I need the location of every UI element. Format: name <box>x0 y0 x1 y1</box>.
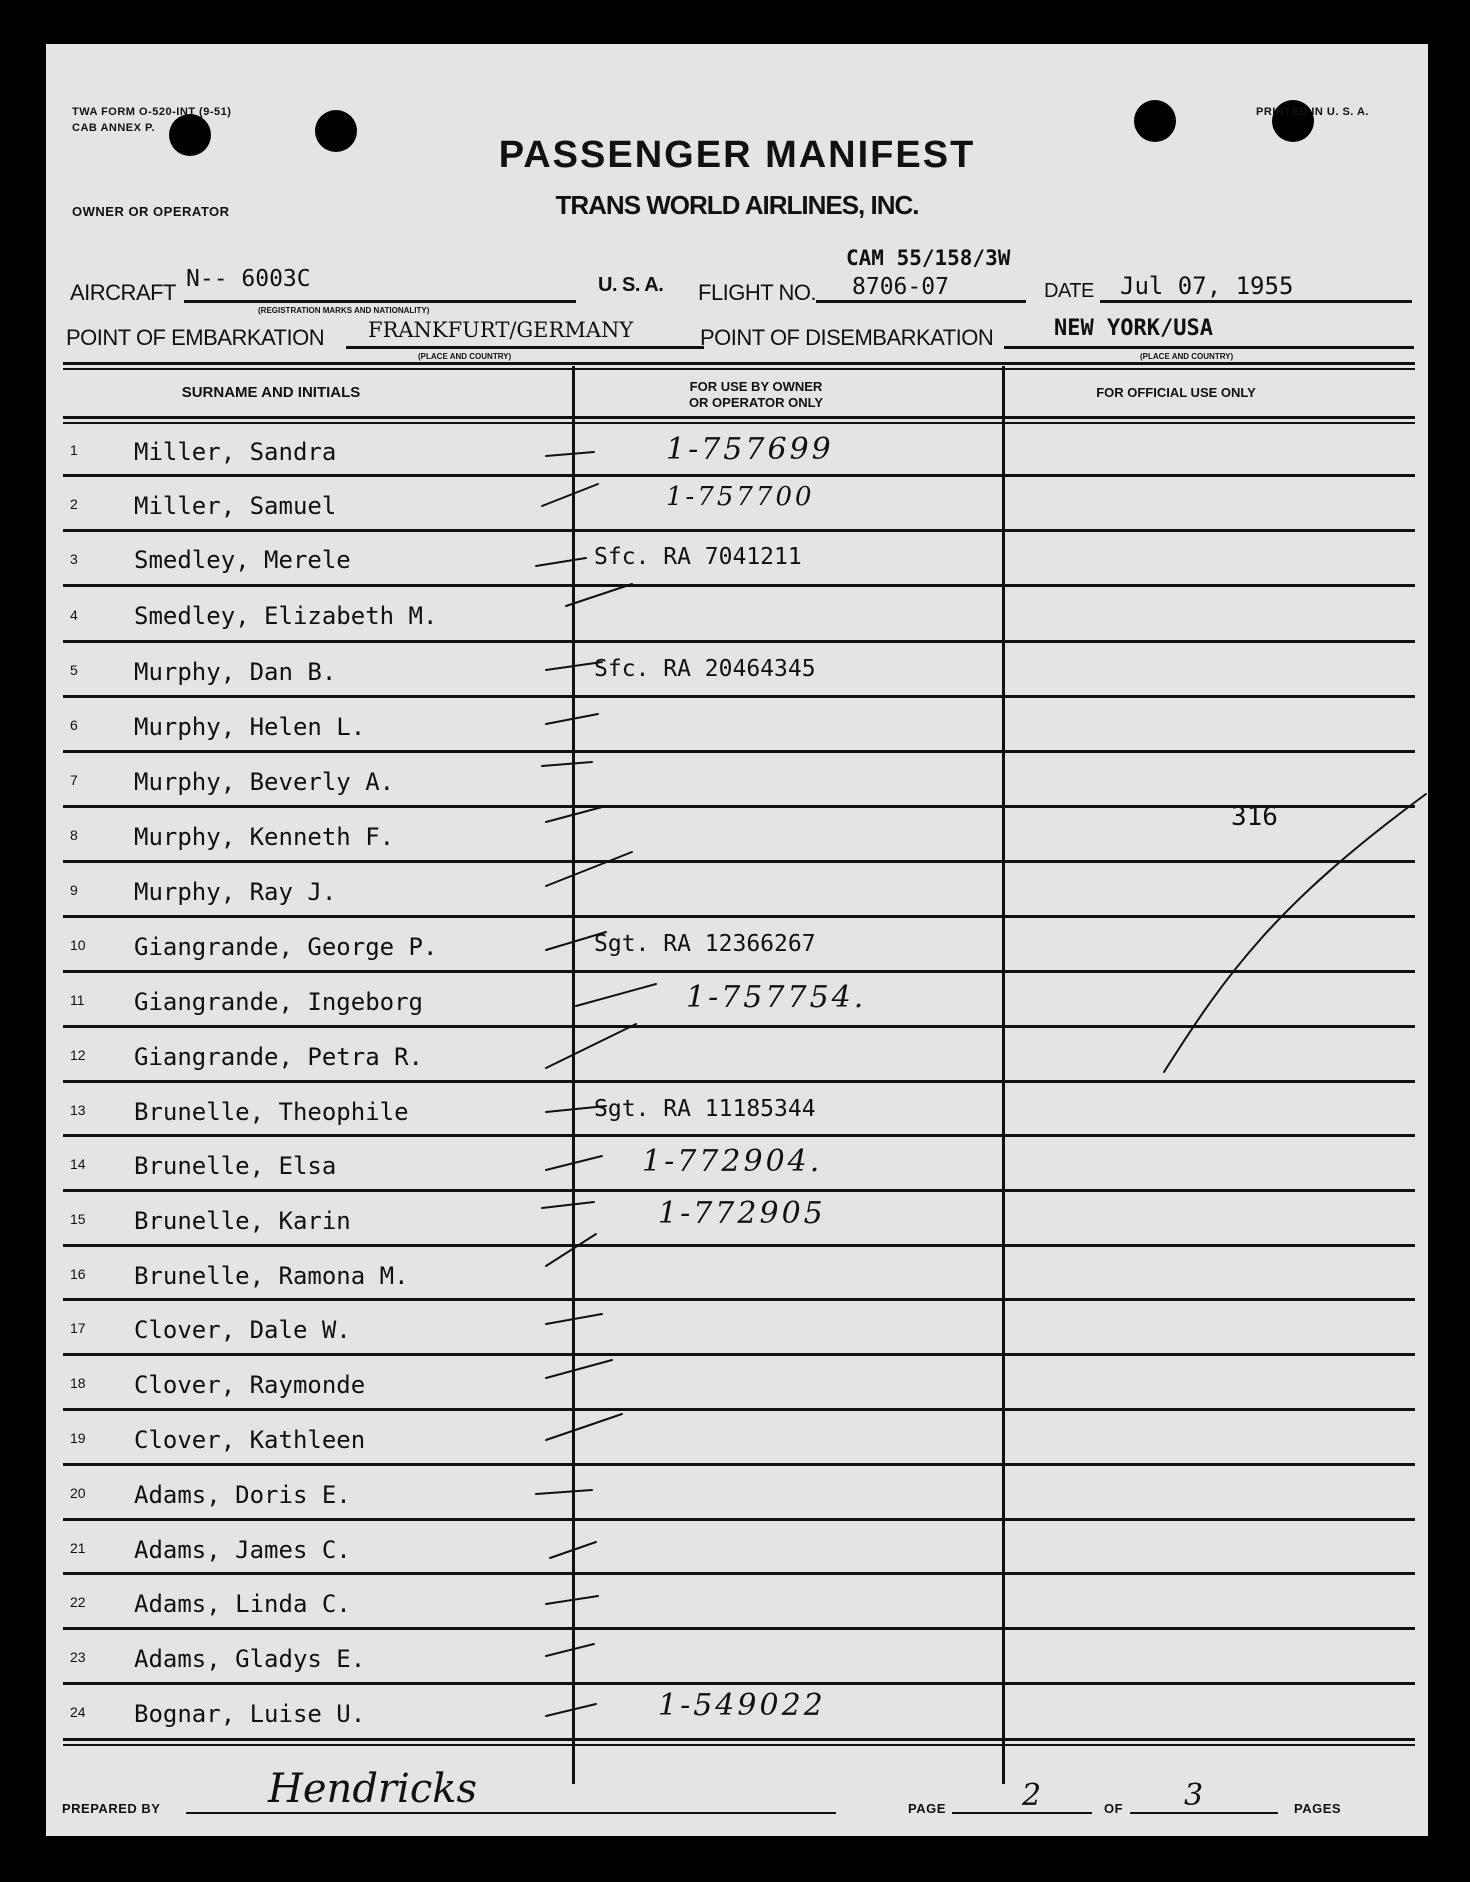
official-column-header: FOR OFFICIAL USE ONLY <box>1096 385 1256 400</box>
place-note-2: (PLACE AND COUNTRY) <box>1140 352 1234 361</box>
row-number: 4 <box>70 607 78 623</box>
of-label: OF <box>1104 1801 1124 1816</box>
passenger-name: Smedley, Elizabeth M. <box>134 602 438 630</box>
owner-column-header-1: FOR USE BY OWNER <box>689 379 823 394</box>
registration-note: (REGISTRATION MARKS AND NATIONALITY) <box>258 306 430 315</box>
embarkation-label: POINT OF EMBARKATION <box>66 325 325 350</box>
passenger-name: Murphy, Helen L. <box>134 713 366 741</box>
page-number: 2 <box>1022 1778 1045 1813</box>
row-number: 5 <box>70 662 78 678</box>
row-number: 3 <box>70 551 78 567</box>
passenger-name: Adams, Gladys E. <box>134 1645 366 1673</box>
ticket-number: 1-549022 <box>658 1688 826 1723</box>
row-number: 24 <box>70 1704 86 1720</box>
passenger-name: Miller, Sandra <box>134 438 337 466</box>
row-number: 17 <box>70 1320 86 1336</box>
row-number: 23 <box>70 1649 86 1665</box>
row-number: 14 <box>70 1156 86 1172</box>
passenger-name: Giangrande, Petra R. <box>134 1043 423 1071</box>
owner-operator-label: OWNER OR OPERATOR <box>72 204 230 219</box>
official-note: 316 <box>1231 802 1278 832</box>
row-number: 11 <box>70 992 85 1008</box>
passenger-name: Brunelle, Theophile <box>134 1098 409 1126</box>
date-value: Jul 07, 1955 <box>1120 272 1294 300</box>
service-number: Sgt. RA 11185344 <box>594 1096 816 1122</box>
passenger-name: Brunelle, Elsa <box>134 1152 337 1180</box>
service-number: Sgt. RA 12366267 <box>594 931 816 957</box>
handwritten-marks <box>46 44 1428 1836</box>
row-number: 7 <box>70 772 78 788</box>
disembarkation-value: NEW YORK/USA <box>1054 316 1213 341</box>
row-number: 12 <box>70 1047 86 1063</box>
row-number: 13 <box>70 1102 86 1118</box>
form-number: TWA FORM O-520-INT (9-51) <box>72 106 232 118</box>
passenger-name: Clover, Dale W. <box>134 1316 351 1344</box>
row-number: 6 <box>70 717 78 733</box>
row-number: 16 <box>70 1266 86 1282</box>
cam-value: CAM 55/158/3W <box>846 246 1011 270</box>
pages-label: PAGES <box>1294 1801 1342 1816</box>
ticket-number: 1-772905 <box>658 1196 826 1231</box>
usa-label: U. S. A. <box>598 274 664 296</box>
preparer-signature: Hendricks <box>268 1766 478 1812</box>
manifest-sheet <box>46 44 1428 1836</box>
total-pages: 3 <box>1184 1778 1207 1813</box>
place-note: (PLACE AND COUNTRY) <box>418 352 512 361</box>
flight-value: 8706-07 <box>852 274 949 300</box>
ticket-number: 1-772904. <box>642 1144 823 1179</box>
owner-column-header-2: OR OPERATOR ONLY <box>688 395 824 410</box>
passenger-name: Adams, Doris E. <box>134 1481 351 1509</box>
aircraft-value: N-- 6003C <box>186 266 311 292</box>
disembarkation-label: POINT OF DISEMBARKATION <box>700 325 994 350</box>
prepared-by-underline <box>186 1812 836 1814</box>
cab-annex: CAB ANNEX P. <box>72 122 156 134</box>
passenger-name: Giangrande, George P. <box>134 933 438 961</box>
passenger-name: Murphy, Dan B. <box>134 658 337 686</box>
printed-in-usa: PRINTED IN U. S. A. <box>1256 106 1369 118</box>
ticket-number: 1-757699 <box>666 432 834 467</box>
row-number: 19 <box>70 1430 86 1446</box>
passenger-name: Brunelle, Ramona M. <box>134 1262 409 1290</box>
date-label: DATE <box>1044 280 1094 302</box>
row-number: 21 <box>70 1540 86 1556</box>
prepared-by-label: PREPARED BY <box>62 1801 161 1816</box>
row-number: 2 <box>70 496 78 512</box>
ticket-number: 1-757754. <box>686 980 867 1015</box>
row-number: 9 <box>70 882 78 898</box>
passenger-name: Brunelle, Karin <box>134 1207 351 1235</box>
ticket-number: 1-757700 <box>666 482 815 512</box>
row-number: 20 <box>70 1485 86 1501</box>
embarkation-value: FRANKFURT/GERMANY <box>368 318 634 342</box>
flight-label: FLIGHT NO. <box>698 280 817 305</box>
service-number: Sfc. RA 7041211 <box>594 544 802 570</box>
passenger-name: Miller, Samuel <box>134 492 337 520</box>
aircraft-label: AIRCRAFT <box>70 280 176 305</box>
passenger-name: Giangrande, Ingeborg <box>134 988 423 1016</box>
passenger-name: Murphy, Ray J. <box>134 878 337 906</box>
service-number: Sfc. RA 20464345 <box>594 656 816 682</box>
row-number: 22 <box>70 1594 86 1610</box>
page-label: PAGE <box>908 1801 946 1816</box>
airline-name: TRANS WORLD AIRLINES, INC. <box>555 190 919 220</box>
passenger-name: Clover, Raymonde <box>134 1371 366 1399</box>
passenger-name: Smedley, Merele <box>134 546 351 574</box>
passenger-name: Bognar, Luise U. <box>134 1700 366 1728</box>
surname-column-header: SURNAME AND INITIALS <box>181 384 361 401</box>
passenger-name: Clover, Kathleen <box>134 1426 366 1454</box>
manifest-title: PASSENGER MANIFEST <box>498 134 976 176</box>
row-number: 15 <box>70 1211 86 1227</box>
row-number: 1 <box>70 442 78 458</box>
row-number: 18 <box>70 1375 86 1391</box>
passenger-name: Murphy, Kenneth F. <box>134 823 395 851</box>
passenger-name: Adams, James C. <box>134 1536 351 1564</box>
row-number: 8 <box>70 827 78 843</box>
passenger-name: Murphy, Beverly A. <box>134 768 395 796</box>
passenger-name: Adams, Linda C. <box>134 1590 351 1618</box>
row-number: 10 <box>70 937 86 953</box>
